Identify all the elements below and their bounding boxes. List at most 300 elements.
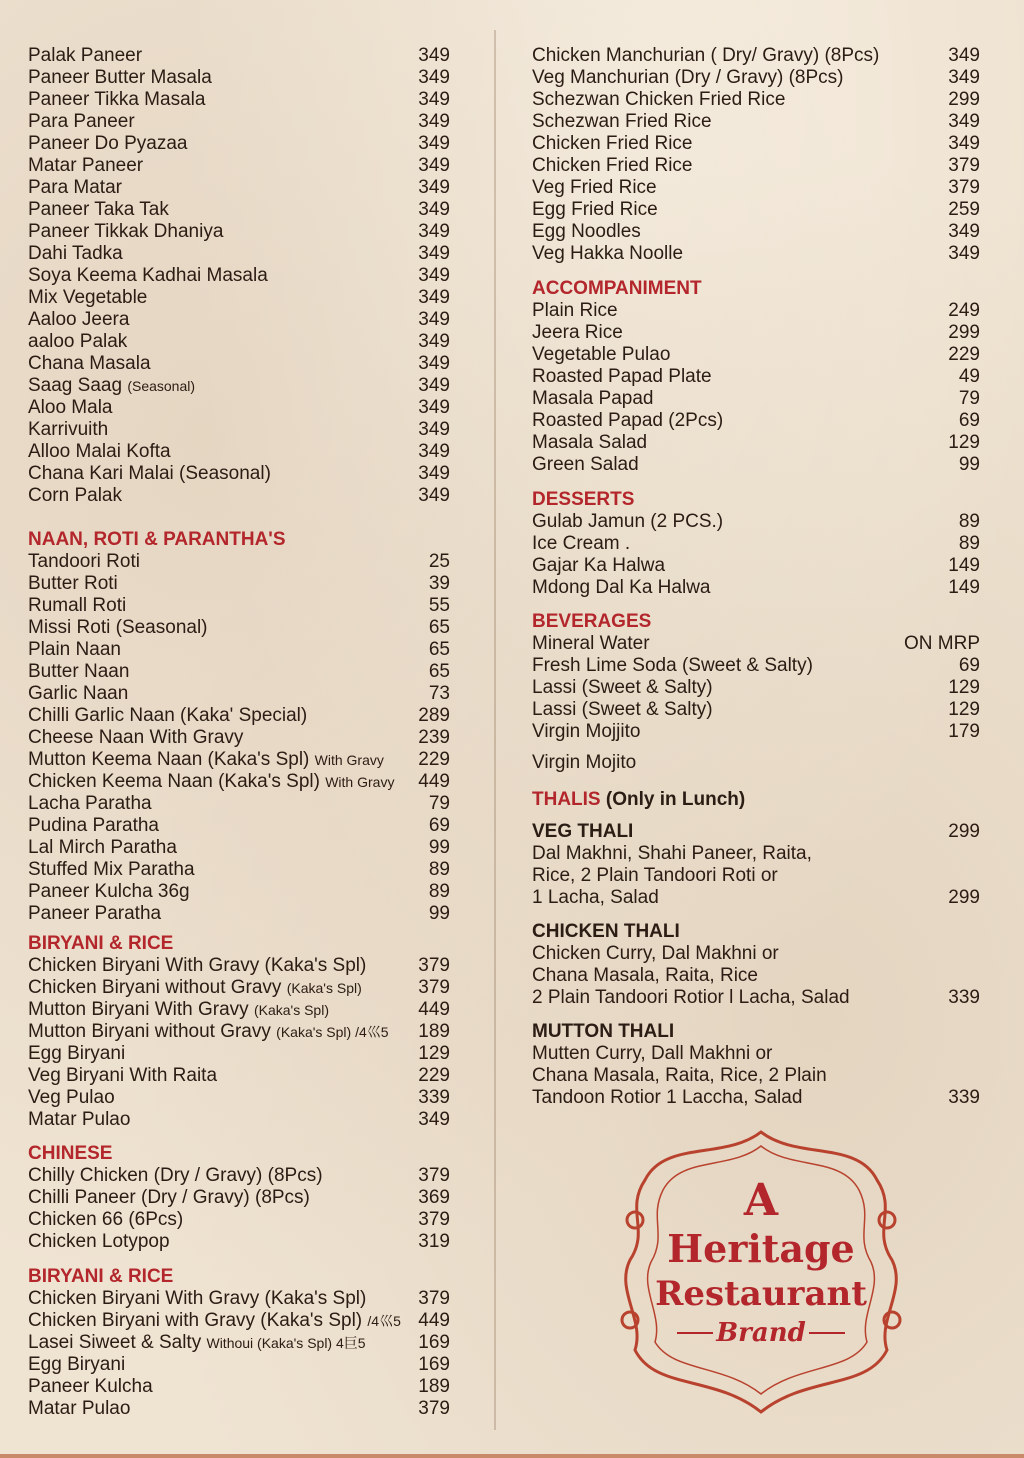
item-name — [28, 1332, 366, 1354]
menu-section — [532, 489, 980, 599]
item-name — [28, 67, 212, 89]
item-name — [28, 705, 307, 727]
item-name — [28, 1109, 130, 1131]
item-name-text: Chana Masala — [28, 353, 151, 374]
thali-title-row — [532, 821, 980, 843]
thali-line-text: Tandoon Rotior 1 Laccha, Salad — [532, 1087, 803, 1108]
thali-description-line — [532, 865, 980, 887]
item-name — [28, 1043, 125, 1065]
item-price: 299 — [948, 89, 980, 110]
item-name-text: Chana Kari Malai (Seasonal) — [28, 463, 271, 484]
menu-section — [532, 611, 980, 743]
item-name-text: Para Paneer — [28, 111, 135, 132]
item-name — [532, 322, 623, 344]
item-name — [28, 353, 151, 375]
thali-line-price: 339 — [948, 1087, 980, 1108]
item-price: 73 — [428, 683, 450, 704]
item-name-text: Chicken Biryani With Gravy (Kaka's Spl) — [28, 1288, 367, 1309]
menu-item — [532, 721, 980, 743]
item-price: 379 — [418, 977, 450, 998]
menu-item — [532, 410, 980, 432]
thali-description-line — [532, 965, 980, 987]
item-price: 349 — [418, 243, 450, 264]
item-price: 379 — [948, 155, 980, 176]
item-name-text: Chicken Biryani with Gravy (Kaka's Spl) — [28, 1310, 363, 1331]
menu-item — [28, 749, 450, 771]
item-price: 65 — [428, 661, 450, 682]
item-name-text: Mutton Biryani With Gravy — [28, 999, 249, 1020]
item-price: 349 — [418, 485, 450, 506]
item-name — [532, 45, 879, 67]
item-name-text: Egg Biryani — [28, 1043, 126, 1064]
item-name — [28, 881, 190, 903]
item-name — [532, 432, 647, 454]
thali-item — [532, 1021, 980, 1109]
menu-section — [28, 45, 450, 507]
item-name-text: Matar Pulao — [28, 1109, 131, 1130]
item-name-text: Green Salad — [532, 454, 639, 475]
item-price: 449 — [418, 1310, 450, 1331]
menu-item — [28, 1187, 450, 1209]
item-name — [28, 485, 122, 507]
item-name-text: Vegetable Pulao — [532, 344, 671, 365]
item-name — [28, 749, 384, 771]
item-name — [28, 89, 205, 111]
item-price: 69 — [958, 655, 980, 676]
item-name — [532, 155, 693, 177]
menu-item — [532, 699, 980, 721]
item-note: (Kaka's Spl) /4巛5 — [276, 1024, 389, 1040]
item-name-text: Gajar Ka Halwa — [532, 555, 666, 576]
item-name — [28, 45, 142, 67]
item-note: With Gravy — [325, 774, 395, 790]
item-name — [28, 573, 118, 595]
item-price: 65 — [428, 639, 450, 660]
item-price: 349 — [418, 463, 450, 484]
menu-item — [28, 419, 450, 441]
menu-item — [532, 454, 980, 476]
item-name — [28, 331, 127, 353]
item-name-text: Paneer Kulcha — [28, 1376, 153, 1397]
item-price: 319 — [418, 1231, 450, 1252]
item-price: 449 — [418, 999, 450, 1020]
item-price: 99 — [428, 903, 450, 924]
menu-item — [532, 388, 980, 410]
item-price: 449 — [418, 771, 450, 792]
menu-section — [532, 752, 980, 774]
menu-item — [532, 322, 980, 344]
heritage-restaurant-logo — [605, 1120, 917, 1420]
item-name-text: Paneer Taka Tak — [28, 199, 169, 220]
item-price: 129 — [948, 677, 980, 698]
item-name-text: Garlic Naan — [28, 683, 129, 704]
item-price: 189 — [418, 1376, 450, 1397]
item-price: 349 — [418, 133, 450, 154]
item-price: 25 — [428, 551, 450, 572]
item-price: 249 — [948, 300, 980, 321]
item-price: 129 — [948, 699, 980, 720]
menu-item — [28, 1332, 450, 1354]
menu-item — [532, 366, 980, 388]
item-price: 99 — [428, 837, 450, 858]
item-name — [28, 771, 394, 793]
menu-item — [28, 221, 450, 243]
item-price: 349 — [418, 67, 450, 88]
thalis-subtitle: (Only in Lunch) — [605, 789, 746, 810]
item-name — [532, 511, 723, 533]
item-price: 89 — [428, 881, 450, 902]
thali-description-line — [532, 1087, 980, 1109]
item-name — [28, 1187, 310, 1209]
item-name — [28, 595, 126, 617]
menu-item — [28, 793, 450, 815]
thali-item — [532, 821, 980, 909]
menu-section — [28, 933, 450, 1131]
item-name — [28, 683, 128, 705]
menu-item — [28, 397, 450, 419]
menu-item — [28, 859, 450, 881]
item-name — [532, 752, 636, 774]
item-name — [532, 577, 710, 599]
item-price: 379 — [948, 177, 980, 198]
menu-item — [28, 287, 450, 309]
item-name-text: Lasei Siweet & Salty — [28, 1332, 202, 1353]
item-name — [28, 1310, 401, 1332]
item-name-text: Stuffed Mix Paratha — [28, 859, 195, 880]
thali-description-line — [532, 943, 980, 965]
menu-item — [28, 661, 450, 683]
logo-text-a: A — [743, 1175, 779, 1226]
thali-line-text: Chana Masala, Raita, Rice — [532, 965, 758, 986]
item-name — [532, 243, 683, 265]
item-name — [28, 1398, 130, 1420]
thali-line-price: 339 — [948, 987, 980, 1008]
item-name — [28, 397, 113, 419]
item-name-text: Mineral Water — [532, 633, 650, 654]
item-name — [532, 677, 713, 699]
item-price: 379 — [418, 1288, 450, 1309]
item-name — [532, 133, 693, 155]
item-name — [532, 344, 670, 366]
item-name — [28, 1021, 389, 1043]
item-name — [28, 133, 188, 155]
menu-item — [532, 89, 980, 111]
item-name — [532, 388, 653, 410]
menu-item — [28, 89, 450, 111]
item-name-text: Chilli Garlic Naan (Kaka' Special) — [28, 705, 308, 726]
item-name-text: Veg Fried Rice — [532, 177, 657, 198]
item-price: 169 — [418, 1354, 450, 1375]
thali-line-text: Mutten Curry, Dall Makhni or — [532, 1043, 773, 1064]
item-price: 349 — [418, 265, 450, 286]
logo-text-heritage: Heritage — [667, 1226, 855, 1271]
menu-item — [28, 67, 450, 89]
item-name — [532, 410, 723, 432]
menu-item — [28, 199, 450, 221]
item-name-text: Butter Roti — [28, 573, 118, 594]
item-price: 179 — [948, 721, 980, 742]
thali-line-text: Rice, 2 Plain Tandoori Roti or — [532, 865, 778, 886]
thalis-section — [532, 789, 980, 1109]
item-price: 349 — [948, 67, 980, 88]
thali-line-text: Chicken Curry, Dal Makhni or — [532, 943, 779, 964]
item-price: 89 — [958, 533, 980, 554]
menu-item — [28, 727, 450, 749]
item-note: Withoui (Kaka's Spl) 4巨5 — [206, 1335, 366, 1351]
item-price: 349 — [418, 1109, 450, 1130]
menu-item — [28, 45, 450, 67]
item-price: 379 — [418, 1165, 450, 1186]
item-name — [532, 533, 630, 555]
item-price: 349 — [418, 441, 450, 462]
item-price: 89 — [428, 859, 450, 880]
item-name-text: Masala Papad — [532, 388, 654, 409]
menu-item — [532, 133, 980, 155]
item-name-text: aaloo Palak — [28, 331, 128, 352]
item-name — [532, 177, 657, 199]
thali-description-line — [532, 987, 980, 1009]
item-price: 349 — [418, 375, 450, 396]
logo-text-brand: Brand — [716, 1318, 806, 1348]
menu-item — [28, 331, 450, 353]
item-name-text: Pudina Paratha — [28, 815, 159, 836]
item-name — [28, 815, 159, 837]
menu-item — [532, 199, 980, 221]
item-name-text: Chicken Biryani With Gravy (Kaka's Spl) — [28, 955, 367, 976]
item-name-text: Gulab Jamun (2 PCS.) — [532, 511, 724, 532]
section-heading: BEVERAGES — [532, 611, 652, 632]
item-price: 65 — [428, 617, 450, 638]
item-name-text: Roasted Papad (2Pcs) — [532, 410, 724, 431]
item-name-text: Fresh Lime Soda (Sweet & Salty) — [532, 655, 813, 676]
item-price: 349 — [948, 45, 980, 66]
item-name-text: Rumall Roti — [28, 595, 127, 616]
item-name-text: Lassi (Sweet & Salty) — [532, 699, 713, 720]
item-price: 39 — [428, 573, 450, 594]
menu-item — [28, 551, 450, 573]
item-price: 349 — [418, 177, 450, 198]
item-name-text: Paneer Butter Masala — [28, 67, 212, 88]
item-name — [28, 441, 171, 463]
item-name-text: Chilly Chicken (Dry / Gravy) (8Pcs) — [28, 1165, 323, 1186]
item-name-text: Mutton Keema Naan (Kaka's Spl) — [28, 749, 310, 770]
item-name-text: Paneer Tikkak Dhaniya — [28, 221, 224, 242]
item-price: 369 — [418, 1187, 450, 1208]
item-price: 99 — [958, 454, 980, 475]
item-name — [532, 300, 618, 322]
item-name-text: Butter Naan — [28, 661, 130, 682]
item-name-text: Roasted Papad Plate — [532, 366, 712, 387]
item-price: 289 — [418, 705, 450, 726]
menu-section — [28, 529, 450, 925]
menu-item — [532, 67, 980, 89]
item-name — [28, 999, 329, 1021]
menu-item — [28, 155, 450, 177]
menu-item — [28, 1398, 450, 1420]
menu-item — [28, 1310, 450, 1332]
item-name-text: Masala Salad — [532, 432, 648, 453]
item-name-text: Alloo Malai Kofta — [28, 441, 171, 462]
thali-description-line — [532, 887, 980, 909]
item-price: 379 — [418, 1209, 450, 1230]
thali-name: MUTTON THALI — [532, 1021, 675, 1042]
menu-item — [28, 705, 450, 727]
item-price: 79 — [958, 388, 980, 409]
item-price: 349 — [418, 287, 450, 308]
menu-section — [532, 45, 980, 265]
menu-item — [28, 1209, 450, 1231]
item-note: (Seasonal) — [127, 378, 196, 394]
menu-item — [28, 133, 450, 155]
menu-item — [28, 1288, 450, 1310]
item-price: 89 — [958, 511, 980, 532]
item-name-text: Jeera Rice — [532, 322, 623, 343]
thali-item — [532, 921, 980, 1009]
item-price: 349 — [948, 243, 980, 264]
logo-text-restaurant: Restaurant — [655, 1274, 867, 1314]
item-price: 339 — [418, 1087, 450, 1108]
menu-item — [28, 1165, 450, 1187]
item-name — [28, 1165, 323, 1187]
item-price: 229 — [418, 1065, 450, 1086]
item-price: 259 — [948, 199, 980, 220]
item-name-text: Egg Fried Rice — [532, 199, 658, 220]
item-name — [28, 265, 268, 287]
item-name-text: Mutton Biryani without Gravy — [28, 1021, 271, 1042]
item-name — [28, 309, 129, 331]
item-name — [28, 727, 243, 749]
menu-item — [28, 1021, 450, 1043]
item-name — [28, 1354, 125, 1376]
item-price: 349 — [418, 199, 450, 220]
item-note: (Kaka's Spl) — [286, 980, 362, 996]
item-price: 379 — [418, 1398, 450, 1419]
menu-item — [532, 432, 980, 454]
item-name — [532, 454, 639, 476]
item-price: 239 — [418, 727, 450, 748]
section-heading: BIRYANI & RICE — [28, 933, 174, 954]
item-price: 349 — [418, 309, 450, 330]
item-name-text: Aaloo Jeera — [28, 309, 130, 330]
item-price: ON MRP — [904, 633, 980, 654]
item-name — [532, 555, 665, 577]
item-name-text: Missi Roti (Seasonal) — [28, 617, 208, 638]
item-name-text: Chicken Lotypop — [28, 1231, 170, 1252]
item-name-text: Chicken Manchurian ( Dry/ Gravy) (8Pcs) — [532, 45, 880, 66]
menu-item — [28, 463, 450, 485]
section-heading — [532, 789, 980, 811]
item-name-text: Egg Noodles — [532, 221, 641, 242]
item-price: 299 — [948, 322, 980, 343]
item-name — [28, 1288, 366, 1310]
item-name-text: Aloo Mala — [28, 397, 113, 418]
item-name — [28, 1065, 217, 1087]
item-price: 349 — [418, 111, 450, 132]
item-name — [28, 903, 161, 925]
item-note: With Gravy — [314, 752, 384, 768]
item-price: 169 — [418, 1332, 450, 1353]
item-name-text: Virgin Mojjito — [532, 721, 641, 742]
item-name — [28, 837, 177, 859]
item-name-text: Schezwan Fried Rice — [532, 111, 712, 132]
section-heading: NAAN, ROTI & PARANTHA'S — [28, 529, 286, 550]
item-name — [532, 67, 843, 89]
item-name-text: Chicken Fried Rice — [532, 155, 693, 176]
item-name — [28, 1376, 153, 1398]
section-heading: BIRYANI & RICE — [28, 1266, 174, 1287]
item-price: 69 — [958, 410, 980, 431]
thali-line-text: Chana Masala, Raita, Rice, 2 Plain — [532, 1065, 827, 1086]
column-divider — [494, 30, 496, 1430]
item-name — [28, 955, 366, 977]
menu-item — [532, 221, 980, 243]
menu-item — [532, 655, 980, 677]
item-name-text: Karrivuith — [28, 419, 109, 440]
item-name-text: Chicken Fried Rice — [532, 133, 693, 154]
thali-price: 299 — [948, 821, 980, 842]
menu-item — [28, 771, 450, 793]
thali-description-line — [532, 1065, 980, 1087]
menu-item — [532, 577, 980, 599]
item-name — [28, 1209, 183, 1231]
menu-item — [532, 633, 980, 655]
menu-item — [28, 977, 450, 999]
item-name — [532, 633, 650, 655]
thali-line-price: 299 — [948, 887, 980, 908]
menu-item — [532, 533, 980, 555]
menu-item — [28, 815, 450, 837]
menu-item — [532, 111, 980, 133]
menu-item — [28, 595, 450, 617]
item-price: 349 — [418, 419, 450, 440]
item-price: 349 — [948, 221, 980, 242]
item-note: /4巛5 — [367, 1313, 401, 1329]
item-name — [28, 661, 129, 683]
menu-item — [532, 555, 980, 577]
menu-item — [28, 177, 450, 199]
menu-item — [28, 955, 450, 977]
item-name-text: Mdong Dal Ka Halwa — [532, 577, 711, 598]
menu-item — [28, 1354, 450, 1376]
menu-item — [28, 353, 450, 375]
item-price: 189 — [418, 1021, 450, 1042]
item-name-text: Ice Cream . — [532, 533, 631, 554]
menu-item — [532, 300, 980, 322]
menu-item — [532, 344, 980, 366]
item-name — [28, 177, 122, 199]
menu-item — [28, 111, 450, 133]
item-name — [28, 111, 135, 133]
item-name-text: Lassi (Sweet & Salty) — [532, 677, 713, 698]
item-name-text: Chicken Biryani without Gravy — [28, 977, 282, 998]
item-price: 149 — [948, 555, 980, 576]
item-price: 129 — [948, 432, 980, 453]
item-price: 349 — [948, 111, 980, 132]
menu-item — [28, 573, 450, 595]
item-name — [28, 639, 121, 661]
item-name-text: Palak Paneer — [28, 45, 143, 66]
item-price: 349 — [418, 397, 450, 418]
item-name — [532, 199, 658, 221]
item-name-text: Plain Naan — [28, 639, 121, 660]
item-name-text: Matar Pulao — [28, 1398, 131, 1419]
item-name-text: Veg Hakka Noolle — [532, 243, 684, 264]
section-heading: ACCOMPANIMENT — [532, 278, 702, 299]
thali-description-line — [532, 1043, 980, 1065]
item-price: 349 — [418, 89, 450, 110]
menu-item — [28, 441, 450, 463]
item-name-text: Egg Biryani — [28, 1354, 126, 1375]
